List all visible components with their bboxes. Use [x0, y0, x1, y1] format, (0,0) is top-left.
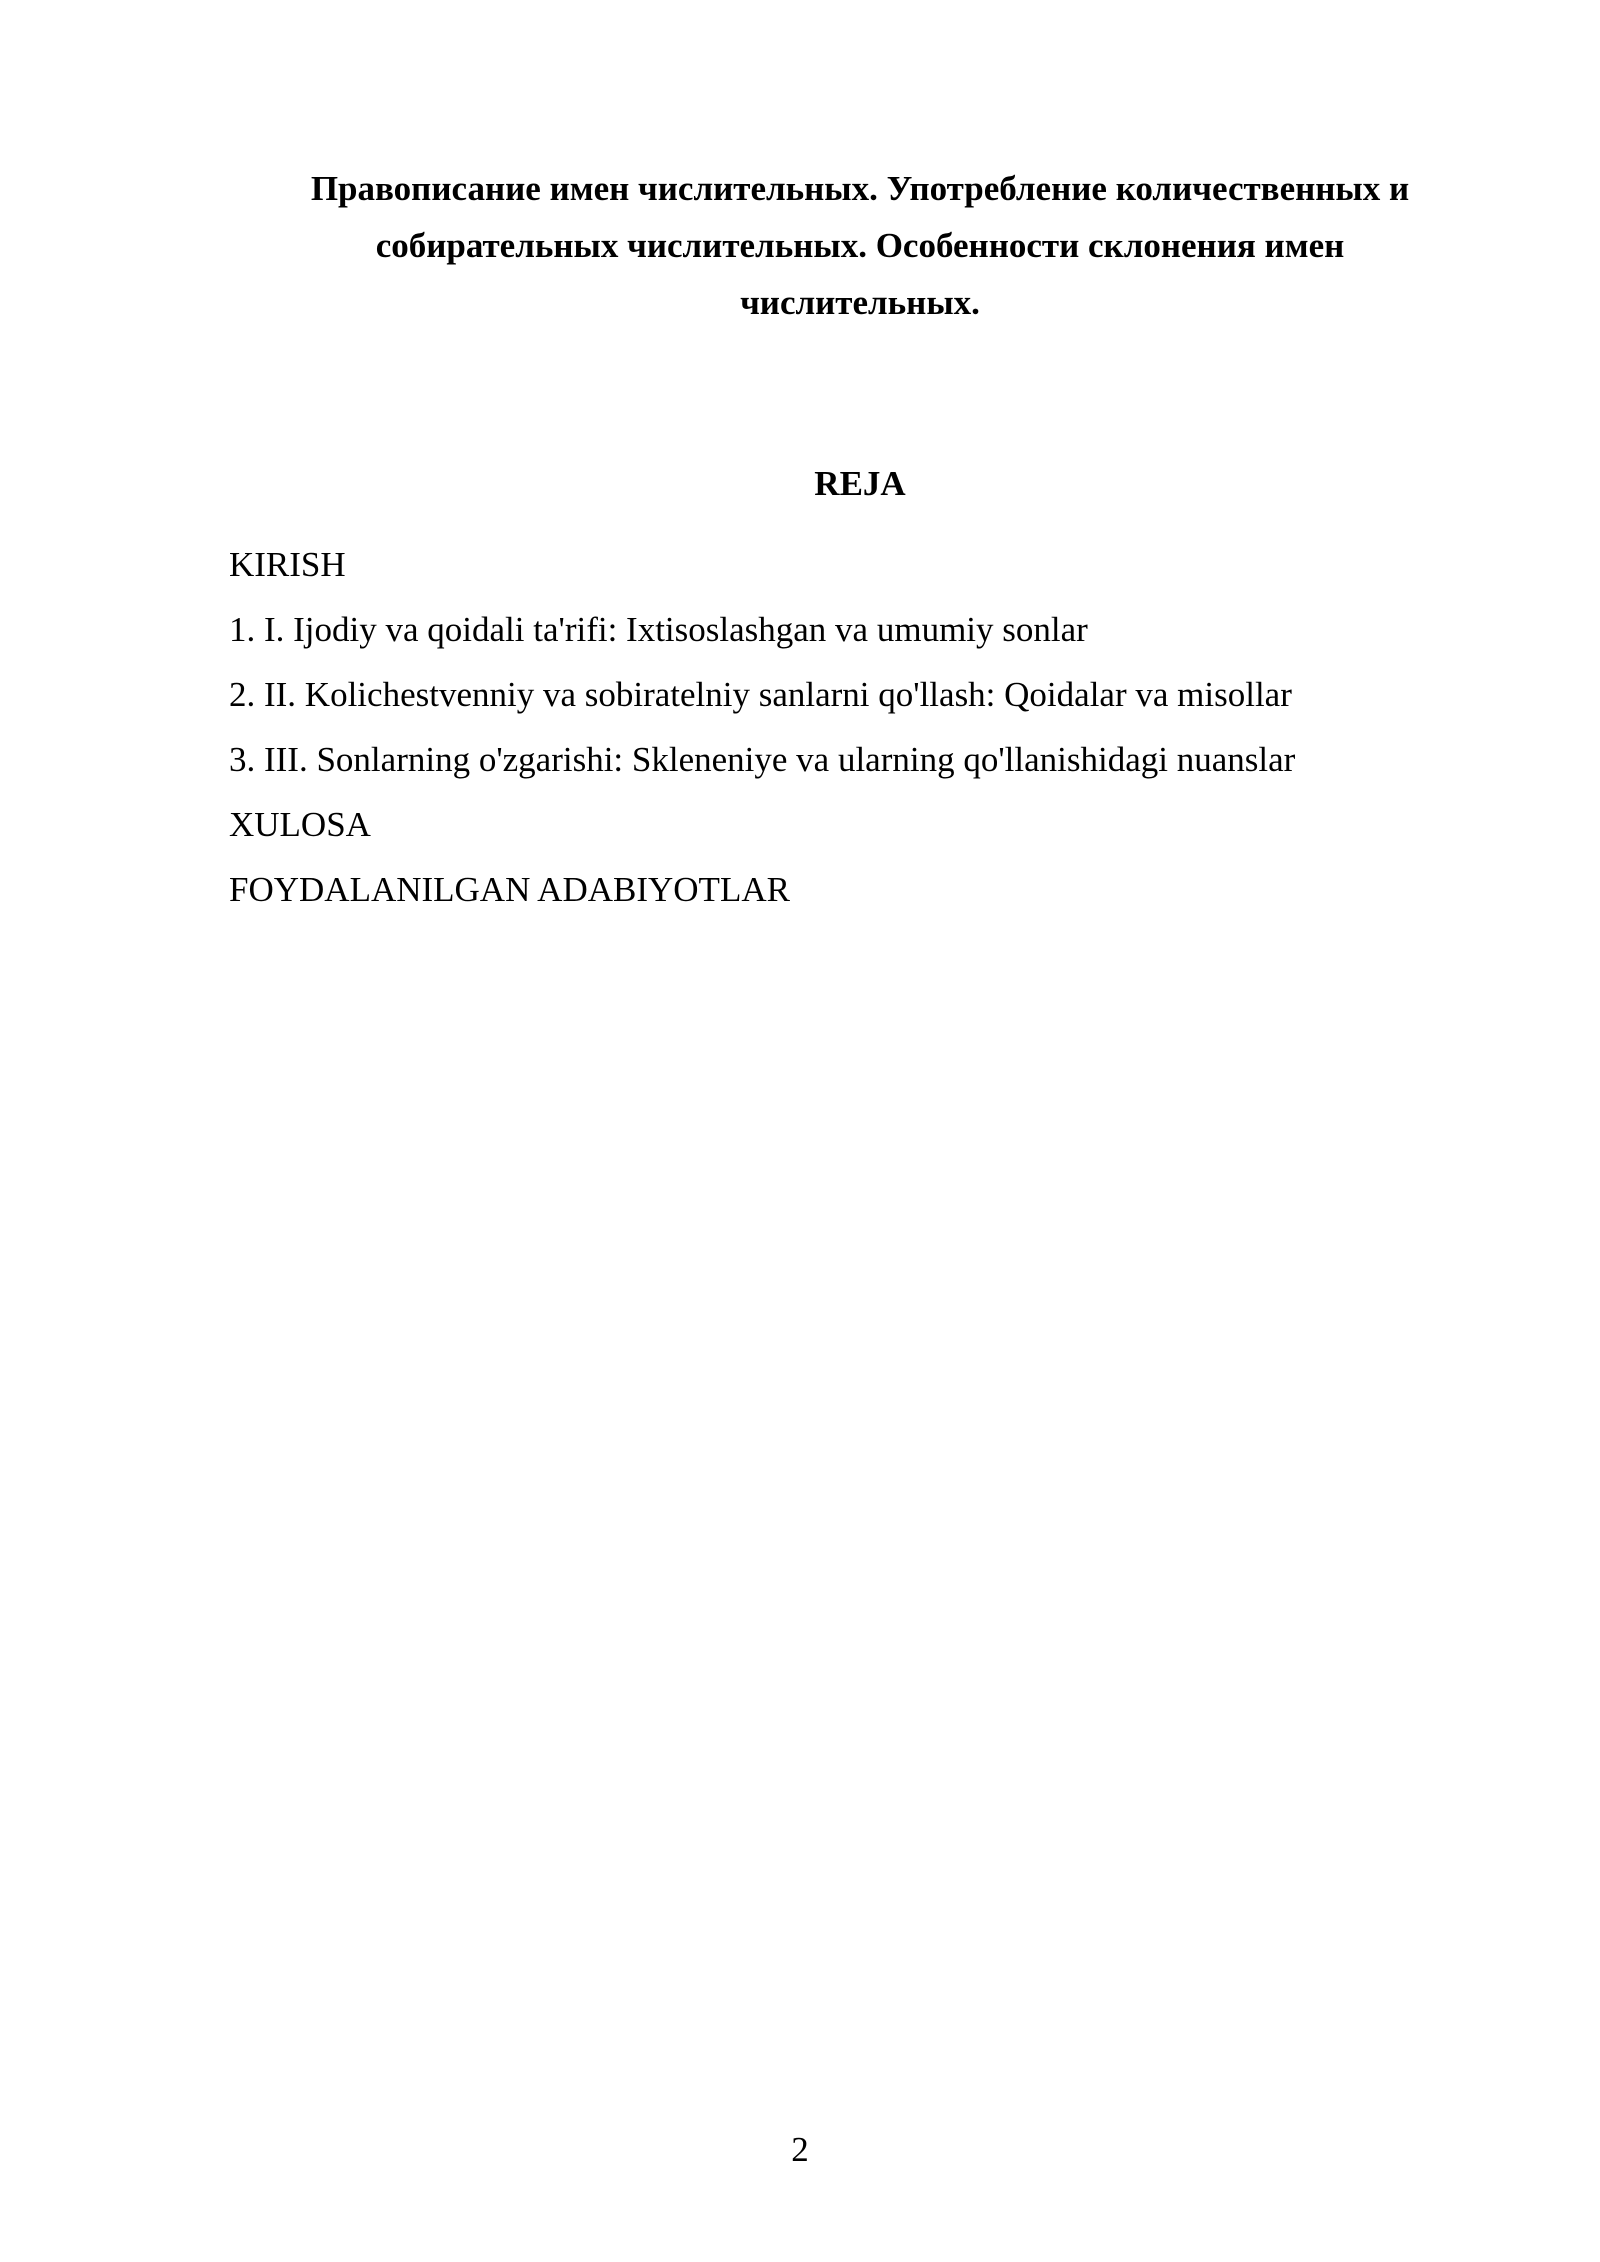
plan-item-section-1: 1. I. Ijodiy va qoidali ta'rifi: Ixtisoslashgan va umumiy sonlar — [229, 610, 1088, 649]
page-number: 2 — [791, 2130, 809, 2169]
plan-item-section-2: 2. II. Kolichestvenniy va sobiratelniy sanlarni qo'llash: Qoidalar va misollar — [229, 675, 1292, 714]
plan-heading: REJA — [814, 464, 906, 503]
document-title-line-2: собирательных числительных. Особенности склонения имен — [375, 226, 1345, 265]
plan-item-references: FOYDALANILGAN ADABIYOTLAR — [229, 870, 790, 909]
plan-item-section-3: 3. III. Sonlarning o'zgarishi: Skleneniye va ularning qo'llanishidagi nuanslar — [229, 740, 1296, 779]
document-title-line-3: числительных. — [740, 283, 980, 322]
document-title-line-1: Правописание имен числительных. Употребление количественных и — [310, 169, 1410, 208]
document-title — [240, 160, 1480, 331]
plan-item-introduction: KIRISH — [229, 545, 346, 584]
plan-list — [229, 532, 1489, 922]
plan-item-conclusion: XULOSA — [229, 805, 371, 844]
